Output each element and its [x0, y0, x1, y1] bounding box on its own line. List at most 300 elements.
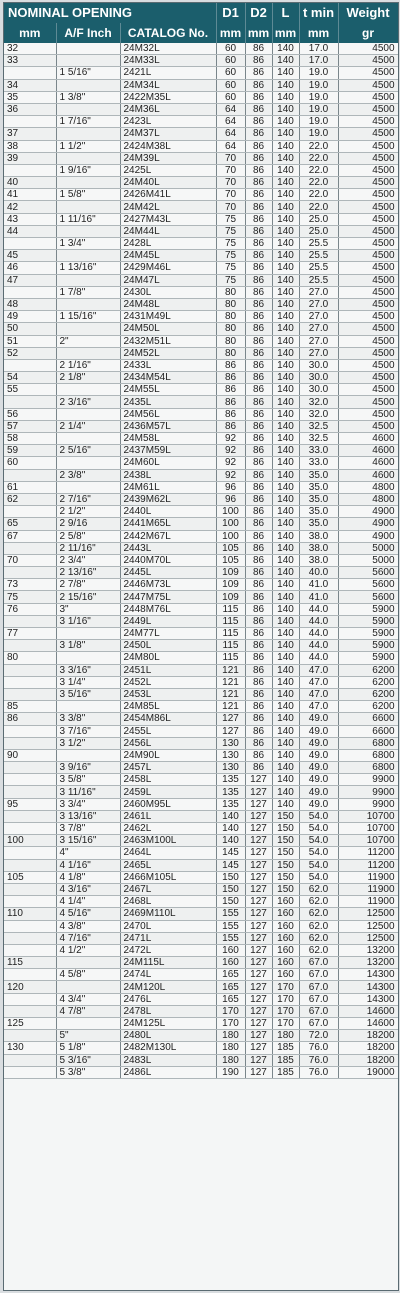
mm-cell — [4, 920, 56, 932]
d1-cell: 92 — [216, 457, 245, 469]
af-inch-cell: 3 1/2" — [56, 737, 120, 749]
table-row — [4, 652, 398, 664]
tmin-cell: 49.0 — [299, 762, 338, 774]
weight-cell: 4500 — [338, 359, 398, 371]
table-row — [4, 1030, 398, 1042]
table-row — [4, 43, 398, 55]
table-row — [4, 1066, 398, 1078]
tmin-cell: 33.0 — [299, 445, 338, 457]
weight-cell: 5000 — [338, 542, 398, 554]
d2-cell: 86 — [245, 298, 272, 310]
d1-unit: mm — [216, 23, 245, 43]
catalog-no-cell: 24M45L — [120, 250, 216, 262]
l-cell: 140 — [272, 615, 299, 627]
d1-cell: 127 — [216, 725, 245, 737]
d2-cell: 127 — [245, 1066, 272, 1078]
catalog-no-cell: 24M37L — [120, 128, 216, 140]
af-inch-cell: 2 3/8" — [56, 469, 120, 481]
table-row — [4, 640, 398, 652]
l-cell: 140 — [272, 567, 299, 579]
af-inch-cell: 2 3/16" — [56, 396, 120, 408]
tmin-cell: 19.0 — [299, 91, 338, 103]
l-header: L — [272, 3, 299, 23]
weight-cell: 5900 — [338, 615, 398, 627]
mm-cell: 95 — [4, 798, 56, 810]
catalog-no-cell: 2433L — [120, 359, 216, 371]
d2-cell: 86 — [245, 128, 272, 140]
af-inch-cell: 1 13/16" — [56, 262, 120, 274]
l-cell: 140 — [272, 640, 299, 652]
mm-cell — [4, 469, 56, 481]
d1-cell: 155 — [216, 908, 245, 920]
table-row — [4, 298, 398, 310]
l-cell: 140 — [272, 579, 299, 591]
af-inch-cell: 3 3/16" — [56, 664, 120, 676]
weight-cell: 4500 — [338, 298, 398, 310]
d1-cell: 130 — [216, 762, 245, 774]
mm-cell — [4, 116, 56, 128]
table-row — [4, 250, 398, 262]
l-cell: 140 — [272, 591, 299, 603]
d1-cell: 60 — [216, 55, 245, 67]
tmin-cell: 62.0 — [299, 932, 338, 944]
af-inch-cell: 3 7/8" — [56, 823, 120, 835]
table-row — [4, 1054, 398, 1066]
mm-cell: 41 — [4, 189, 56, 201]
d1-cell: 80 — [216, 298, 245, 310]
d1-cell: 121 — [216, 664, 245, 676]
weight-cell: 9900 — [338, 786, 398, 798]
catalog-no-cell: 2470L — [120, 920, 216, 932]
mm-cell: 51 — [4, 335, 56, 347]
af-inch-cell: 3 9/16" — [56, 762, 120, 774]
l-cell: 170 — [272, 1005, 299, 1017]
d2-cell: 86 — [245, 103, 272, 115]
mm-cell — [4, 810, 56, 822]
weight-cell: 4500 — [338, 140, 398, 152]
af-inch-cell: 1 9/16" — [56, 164, 120, 176]
d2-cell: 127 — [245, 1018, 272, 1030]
d2-cell: 86 — [245, 335, 272, 347]
mm-cell — [4, 506, 56, 518]
table-row — [4, 152, 398, 164]
catalog-no-cell: 2438L — [120, 469, 216, 481]
mm-cell: 58 — [4, 433, 56, 445]
catalog-no-cell: 2425L — [120, 164, 216, 176]
mm-cell: 39 — [4, 152, 56, 164]
d1-cell: 130 — [216, 737, 245, 749]
tmin-cell: 38.0 — [299, 542, 338, 554]
tmin-cell: 22.0 — [299, 189, 338, 201]
tmin-cell: 41.0 — [299, 591, 338, 603]
mm-cell — [4, 859, 56, 871]
af-inch-cell: 3 5/16" — [56, 688, 120, 700]
catalog-no-cell: 2442M67L — [120, 530, 216, 542]
mm-cell: 125 — [4, 1018, 56, 1030]
l-cell: 140 — [272, 335, 299, 347]
weight-cell: 4500 — [338, 347, 398, 359]
tmin-cell: 44.0 — [299, 652, 338, 664]
af-inch-cell — [56, 79, 120, 91]
tmin-header: t min — [299, 3, 338, 23]
weight-cell: 18200 — [338, 1030, 398, 1042]
weight-cell: 4500 — [338, 67, 398, 79]
d2-cell: 86 — [245, 628, 272, 640]
weight-cell: 4500 — [338, 420, 398, 432]
af-inch-cell — [56, 274, 120, 286]
weight-cell: 4600 — [338, 469, 398, 481]
table-row — [4, 103, 398, 115]
d1-cell: 60 — [216, 79, 245, 91]
weight-cell: 12500 — [338, 908, 398, 920]
mm-cell: 77 — [4, 628, 56, 640]
table-row — [4, 871, 398, 883]
mm-cell — [4, 238, 56, 250]
af-inch-cell: 4 7/8" — [56, 1005, 120, 1017]
tmin-cell: 47.0 — [299, 701, 338, 713]
tmin-cell: 19.0 — [299, 103, 338, 115]
tmin-cell: 44.0 — [299, 603, 338, 615]
d2-cell: 86 — [245, 530, 272, 542]
weight-cell: 5900 — [338, 652, 398, 664]
weight-cell: 12500 — [338, 920, 398, 932]
catalog-no-cell: 24M115L — [120, 957, 216, 969]
mm-cell: 40 — [4, 177, 56, 189]
d2-cell: 127 — [245, 969, 272, 981]
weight-cell: 4500 — [338, 103, 398, 115]
mm-cell — [4, 67, 56, 79]
d2-cell: 86 — [245, 140, 272, 152]
l-cell: 140 — [272, 177, 299, 189]
d2-cell: 86 — [245, 603, 272, 615]
catalog-no-cell: 2446M73L — [120, 579, 216, 591]
mm-cell: 42 — [4, 201, 56, 213]
tmin-cell: 30.0 — [299, 359, 338, 371]
l-cell: 185 — [272, 1042, 299, 1054]
af-inch-cell: 4" — [56, 847, 120, 859]
d2-cell: 127 — [245, 847, 272, 859]
dimension-table — [4, 3, 399, 1079]
table-row — [4, 164, 398, 176]
l-cell: 140 — [272, 603, 299, 615]
catalog-no-cell: 2448M76L — [120, 603, 216, 615]
d1-cell: 140 — [216, 823, 245, 835]
catalog-no-cell: 2447M75L — [120, 591, 216, 603]
tmin-cell: 67.0 — [299, 981, 338, 993]
d1-cell: 165 — [216, 993, 245, 1005]
d1-cell: 70 — [216, 201, 245, 213]
d2-cell: 127 — [245, 932, 272, 944]
d2-cell: 86 — [245, 250, 272, 262]
af-inch-cell: 4 1/2" — [56, 944, 120, 956]
l-cell: 140 — [272, 749, 299, 761]
catalog-no-cell: 24M55L — [120, 384, 216, 396]
mm-cell — [4, 567, 56, 579]
table-row — [4, 67, 398, 79]
catalog-no-cell: 2449L — [120, 615, 216, 627]
weight-cell: 4500 — [338, 372, 398, 384]
af-inch-cell — [56, 433, 120, 445]
d1-cell: 180 — [216, 1030, 245, 1042]
table-row — [4, 835, 398, 847]
d2-cell: 127 — [245, 786, 272, 798]
d2-cell: 86 — [245, 457, 272, 469]
d1-cell: 86 — [216, 420, 245, 432]
af-inch-cell: 2 5/8" — [56, 530, 120, 542]
d1-cell: 135 — [216, 786, 245, 798]
af-inch-cell — [56, 481, 120, 493]
weight-cell: 4500 — [338, 189, 398, 201]
weight-cell: 11200 — [338, 859, 398, 871]
d1-cell: 60 — [216, 43, 245, 55]
l-cell: 185 — [272, 1054, 299, 1066]
weight-cell: 5900 — [338, 628, 398, 640]
table-row — [4, 749, 398, 761]
d2-cell: 127 — [245, 957, 272, 969]
l-cell: 140 — [272, 128, 299, 140]
d1-cell: 75 — [216, 213, 245, 225]
mm-cell: 86 — [4, 713, 56, 725]
mm-cell: 110 — [4, 908, 56, 920]
tmin-cell: 35.0 — [299, 481, 338, 493]
mm-cell: 44 — [4, 225, 56, 237]
table-row — [4, 737, 398, 749]
d2-cell: 86 — [245, 55, 272, 67]
l-cell: 140 — [272, 542, 299, 554]
catalog-no-cell: 24M42L — [120, 201, 216, 213]
tmin-cell: 44.0 — [299, 615, 338, 627]
d1-cell: 180 — [216, 1054, 245, 1066]
table-row — [4, 457, 398, 469]
d1-cell: 165 — [216, 981, 245, 993]
weight-cell: 4600 — [338, 445, 398, 457]
mm-cell: 100 — [4, 835, 56, 847]
l-cell: 140 — [272, 55, 299, 67]
d1-cell: 70 — [216, 164, 245, 176]
d2-cell: 127 — [245, 944, 272, 956]
catalog-no-cell: 2423L — [120, 116, 216, 128]
d2-cell: 127 — [245, 993, 272, 1005]
af-inch-cell: 2" — [56, 335, 120, 347]
l-cell: 140 — [272, 457, 299, 469]
table-row — [4, 396, 398, 408]
tmin-cell: 38.0 — [299, 554, 338, 566]
d2-cell: 86 — [245, 676, 272, 688]
mm-cell — [4, 896, 56, 908]
catalog-no-cell: 2428L — [120, 238, 216, 250]
table-row — [4, 323, 398, 335]
d1-cell: 145 — [216, 859, 245, 871]
tmin-cell: 44.0 — [299, 640, 338, 652]
catalog-no-cell: 24M77L — [120, 628, 216, 640]
l-cell: 140 — [272, 140, 299, 152]
l-cell: 140 — [272, 298, 299, 310]
af-inch-cell — [56, 177, 120, 189]
catalog-no-cell: 2440M70L — [120, 554, 216, 566]
catalog-no-cell: 2458L — [120, 774, 216, 786]
l-cell: 150 — [272, 871, 299, 883]
catalog-no-cell: 2459L — [120, 786, 216, 798]
catalog-no-cell: 24M48L — [120, 298, 216, 310]
catalog-no-cell: 24M52L — [120, 347, 216, 359]
weight-cell: 19000 — [338, 1066, 398, 1078]
af-inch-cell: 2 7/16" — [56, 493, 120, 505]
tmin-cell: 54.0 — [299, 847, 338, 859]
weight-cell: 4500 — [338, 128, 398, 140]
d1-cell: 64 — [216, 103, 245, 115]
tmin-cell: 35.0 — [299, 493, 338, 505]
catalog-no-cell: 2443L — [120, 542, 216, 554]
mm-cell — [4, 737, 56, 749]
catalog-no-cell: 2441M65L — [120, 518, 216, 530]
d2-cell: 127 — [245, 859, 272, 871]
af-inch-cell: 1 5/8" — [56, 189, 120, 201]
d2-cell: 86 — [245, 433, 272, 445]
table-row — [4, 701, 398, 713]
d1-cell: 92 — [216, 433, 245, 445]
weight-cell: 4500 — [338, 201, 398, 213]
d2-cell: 127 — [245, 883, 272, 895]
d1-cell: 121 — [216, 701, 245, 713]
d2-cell: 86 — [245, 518, 272, 530]
l-cell: 140 — [272, 91, 299, 103]
catalog-no-cell: 2469M110L — [120, 908, 216, 920]
d2-cell: 86 — [245, 79, 272, 91]
table-row — [4, 201, 398, 213]
d2-cell: 86 — [245, 615, 272, 627]
mm-cell: 37 — [4, 128, 56, 140]
l-cell: 140 — [272, 664, 299, 676]
table-row — [4, 116, 398, 128]
af-inch-cell: 3 3/4" — [56, 798, 120, 810]
table-row — [4, 944, 398, 956]
mm-cell: 34 — [4, 79, 56, 91]
af-inch-header: A/F Inch — [56, 23, 120, 43]
catalog-no-cell: 2429M46L — [120, 262, 216, 274]
table-row — [4, 225, 398, 237]
af-inch-cell: 2 15/16" — [56, 591, 120, 603]
l-cell: 140 — [272, 372, 299, 384]
catalog-no-cell: 24M56L — [120, 408, 216, 420]
table-row — [4, 530, 398, 542]
af-inch-cell — [56, 957, 120, 969]
l-cell: 140 — [272, 506, 299, 518]
af-inch-cell: 5 3/8" — [56, 1066, 120, 1078]
tmin-cell: 22.0 — [299, 164, 338, 176]
d2-cell: 86 — [245, 238, 272, 250]
af-inch-cell: 4 1/16" — [56, 859, 120, 871]
d1-cell: 75 — [216, 250, 245, 262]
mm-header: mm — [4, 23, 56, 43]
l-cell: 140 — [272, 274, 299, 286]
mm-cell: 90 — [4, 749, 56, 761]
header-row-1 — [4, 3, 398, 23]
catalog-no-cell: 2431M49L — [120, 311, 216, 323]
d2-cell: 127 — [245, 981, 272, 993]
d1-cell: 60 — [216, 91, 245, 103]
catalog-no-cell: 2462L — [120, 823, 216, 835]
mm-cell: 65 — [4, 518, 56, 530]
d1-cell: 109 — [216, 567, 245, 579]
catalog-no-cell: 2451L — [120, 664, 216, 676]
table-row — [4, 79, 398, 91]
weight-cell: 4500 — [338, 250, 398, 262]
tmin-cell: 67.0 — [299, 993, 338, 1005]
af-inch-cell: 1 3/4" — [56, 238, 120, 250]
d1-cell: 100 — [216, 506, 245, 518]
d1-cell: 64 — [216, 140, 245, 152]
tmin-cell: 17.0 — [299, 55, 338, 67]
weight-cell: 14300 — [338, 993, 398, 1005]
d1-cell: 100 — [216, 518, 245, 530]
table-row — [4, 518, 398, 530]
weight-cell: 14600 — [338, 1018, 398, 1030]
table-row — [4, 420, 398, 432]
tmin-cell: 22.0 — [299, 177, 338, 189]
catalog-no-cell: 2474L — [120, 969, 216, 981]
catalog-no-cell: 2480L — [120, 1030, 216, 1042]
af-inch-cell — [56, 128, 120, 140]
af-inch-cell: 3 11/16" — [56, 786, 120, 798]
mm-cell: 60 — [4, 457, 56, 469]
l-cell: 140 — [272, 67, 299, 79]
mm-cell: 50 — [4, 323, 56, 335]
mm-cell: 73 — [4, 579, 56, 591]
weight-cell: 6800 — [338, 749, 398, 761]
tmin-cell: 27.0 — [299, 286, 338, 298]
l-cell: 140 — [272, 433, 299, 445]
table-row — [4, 359, 398, 371]
mm-cell — [4, 1066, 56, 1078]
tmin-cell: 44.0 — [299, 628, 338, 640]
d2-cell: 86 — [245, 67, 272, 79]
d1-cell: 155 — [216, 920, 245, 932]
d2-cell: 86 — [245, 408, 272, 420]
mm-cell — [4, 542, 56, 554]
tmin-cell: 62.0 — [299, 908, 338, 920]
l-cell: 140 — [272, 408, 299, 420]
d2-cell: 127 — [245, 920, 272, 932]
catalog-no-cell: 2453L — [120, 688, 216, 700]
mm-cell: 43 — [4, 213, 56, 225]
weight-cell: 5600 — [338, 567, 398, 579]
weight-cell: 6600 — [338, 725, 398, 737]
weight-cell: 4500 — [338, 152, 398, 164]
d1-cell: 115 — [216, 603, 245, 615]
mm-cell — [4, 969, 56, 981]
tmin-cell: 30.0 — [299, 384, 338, 396]
table-row — [4, 506, 398, 518]
table-row — [4, 213, 398, 225]
catalog-no-cell: 24M40L — [120, 177, 216, 189]
d2-cell: 86 — [245, 688, 272, 700]
d1-cell: 170 — [216, 1005, 245, 1017]
catalog-no-cell: 2476L — [120, 993, 216, 1005]
weight-cell: 13200 — [338, 957, 398, 969]
catalog-no-cell: 2432M51L — [120, 335, 216, 347]
l-cell: 140 — [272, 676, 299, 688]
catalog-no-cell: 24M58L — [120, 433, 216, 445]
catalog-no-cell: 24M80L — [120, 652, 216, 664]
d1-cell: 150 — [216, 871, 245, 883]
mm-cell — [4, 1054, 56, 1066]
d1-cell: 80 — [216, 347, 245, 359]
tmin-cell: 27.0 — [299, 298, 338, 310]
mm-cell: 75 — [4, 591, 56, 603]
mm-cell: 33 — [4, 55, 56, 67]
mm-cell: 59 — [4, 445, 56, 457]
d1-cell: 165 — [216, 969, 245, 981]
